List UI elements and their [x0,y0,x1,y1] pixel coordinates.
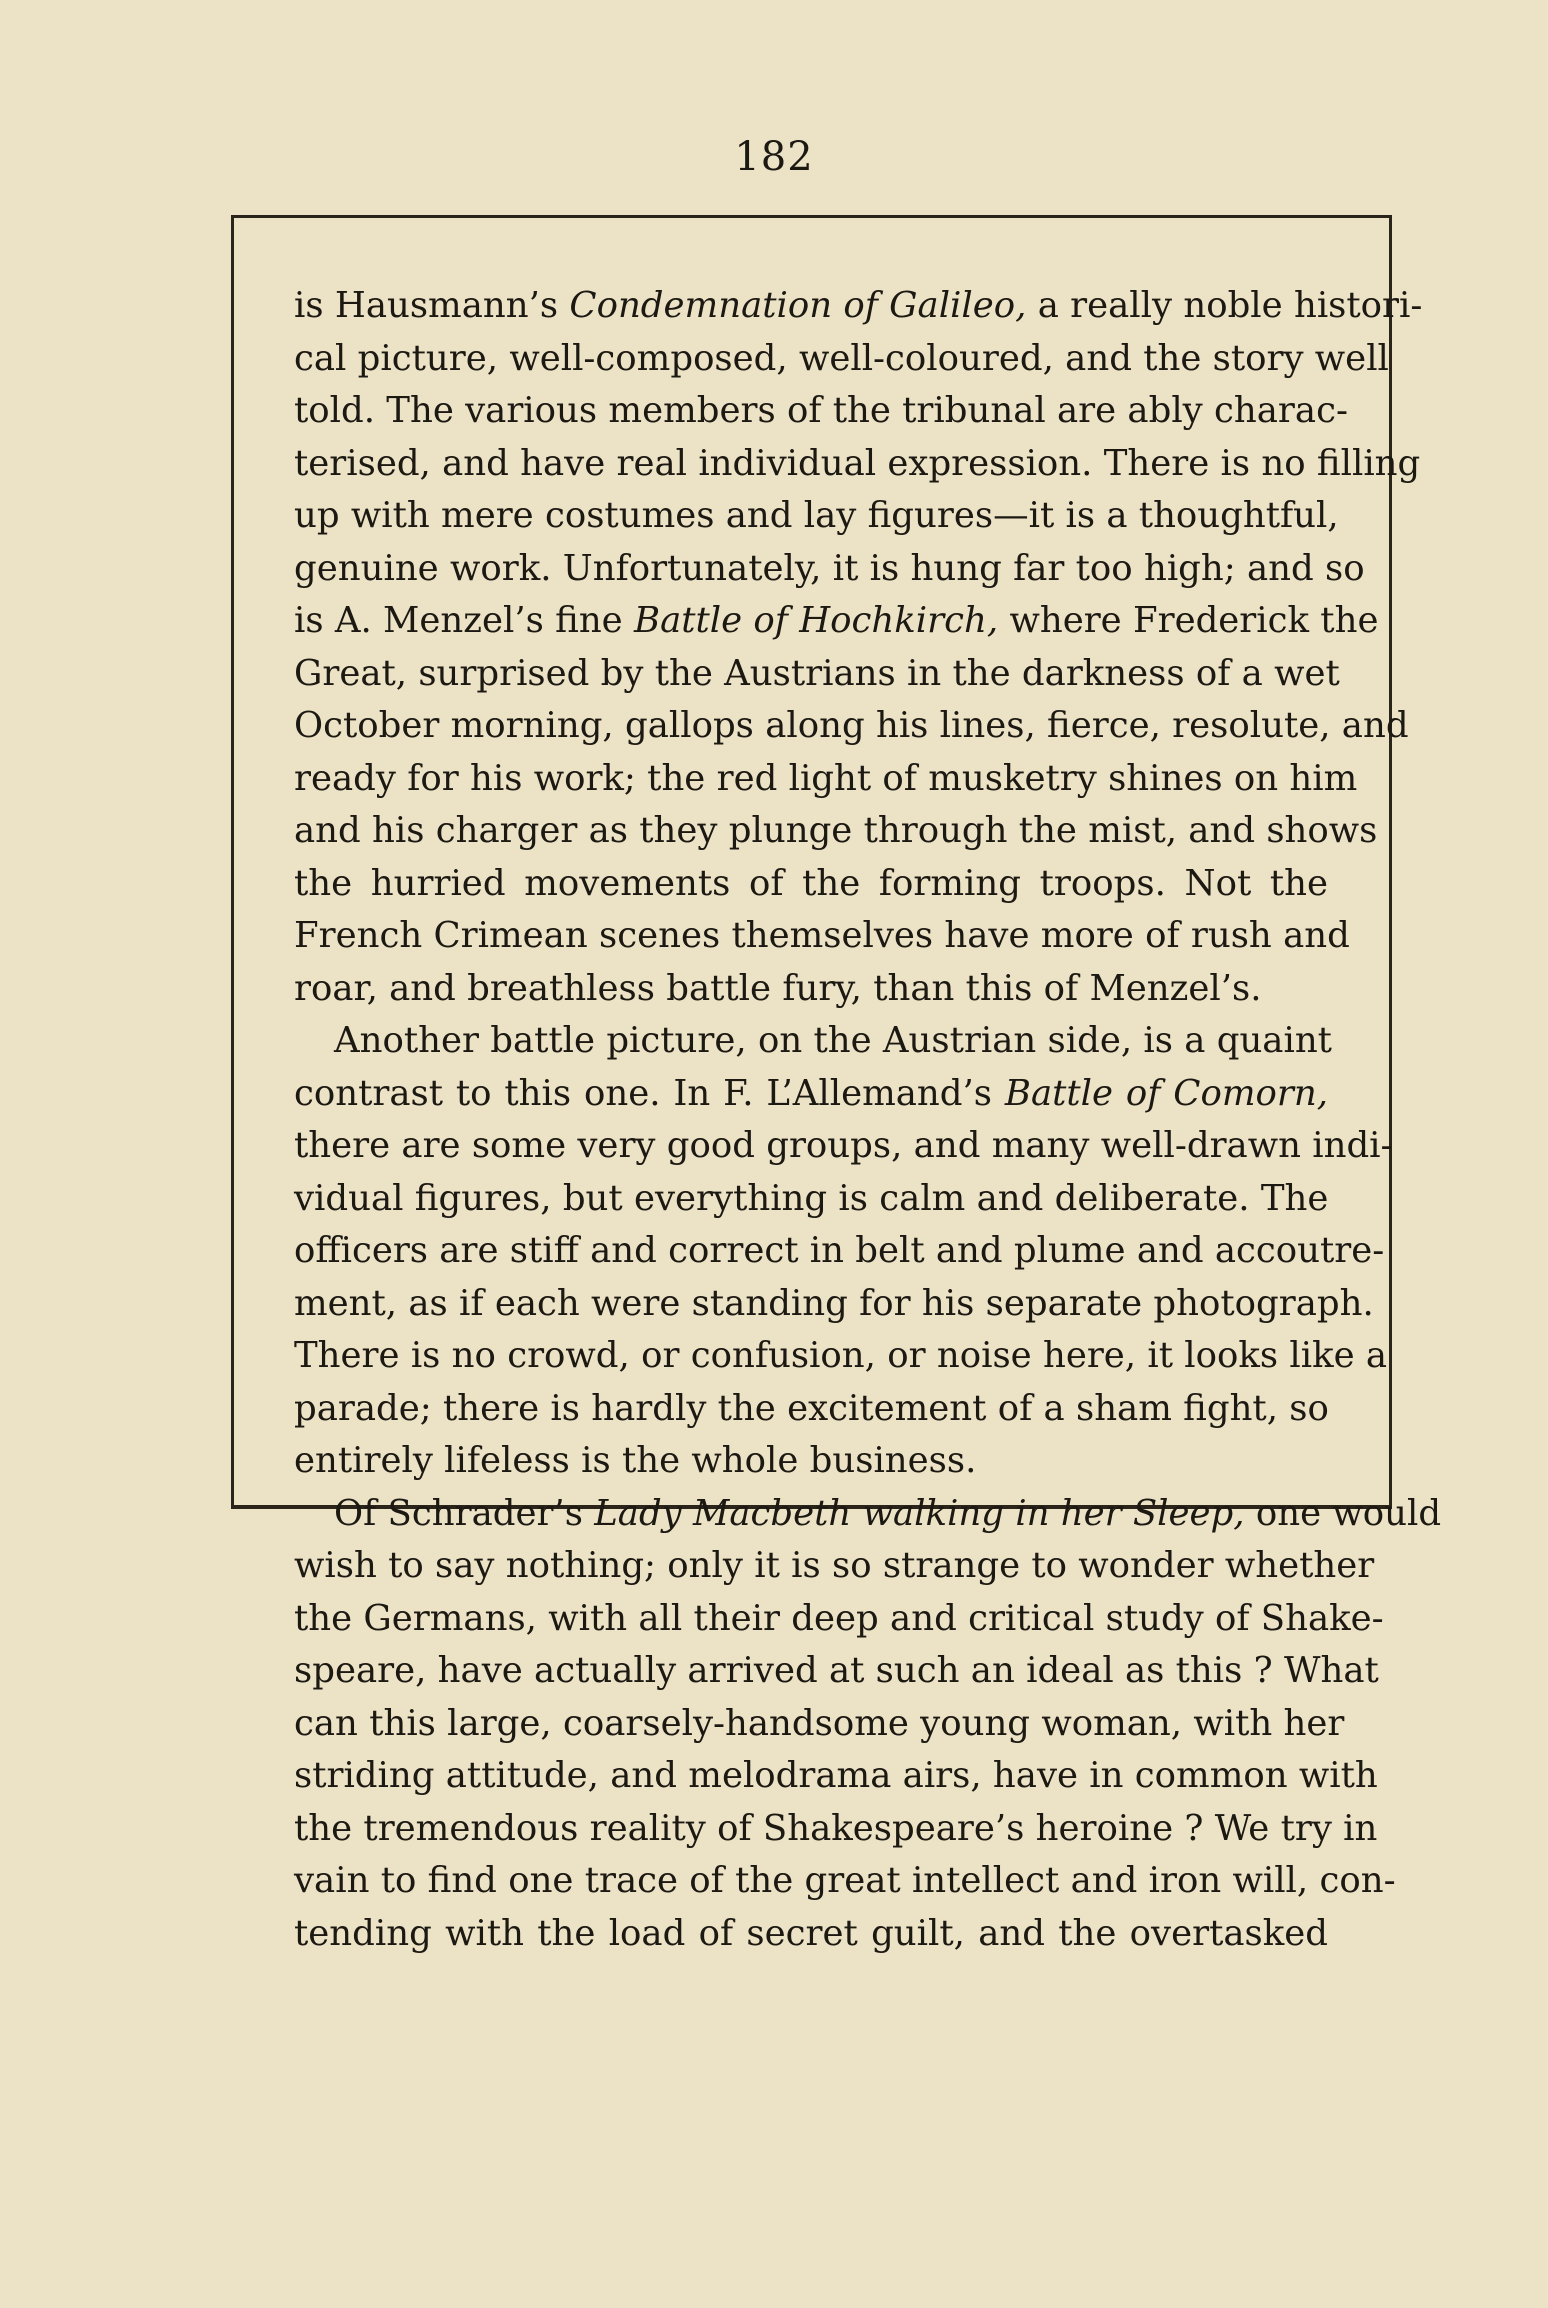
text-segment: the Germans, with all their deep and critical study of Shake- [294,1597,1384,1639]
text-line [294,858,1328,911]
text-line [294,1383,1328,1436]
text-segment: vidual figures, but everything is calm and deliberate. The [294,1177,1329,1219]
text-segment: wish to say nothing; only it is so strange to wonder whether [294,1545,1375,1586]
text-line [294,700,1409,753]
text-line [294,1803,1378,1856]
text-segment: the tremendous reality of Shakespeare’s heroine ? We try in [294,1807,1378,1849]
text-segment: ment, as if each were standing for his separate photograph. [294,1282,1374,1324]
text-segment: can this large, coarsely-handsome young woman, with her [294,1702,1345,1744]
text-segment: terised, and have real individual expression. There is no filling [294,442,1421,484]
text-segment: tending with the load of secret guilt, and the overtasked [294,1912,1328,1954]
text-segment: and his charger as they plunge through the mist, and shows [294,810,1378,851]
text-segment: There is no crowd, or confusion, or noise here, it looks like a [294,1335,1388,1376]
text-line [294,1015,1332,1068]
text-line [294,1645,1379,1698]
text-segment: roar, and breathless battle fury, than this of Menzel’s. [294,967,1262,1009]
text-segment: genuine work. Unfortunately, it is hung far too high; and so [294,547,1365,589]
text-line [294,805,1378,858]
italic-title: Lady Macbeth walking in her Sleep, [594,1492,1245,1534]
text-segment: the hurried movements of the forming troops. Not the [294,862,1328,904]
text-line [294,1540,1375,1593]
text-segment: cal picture, well-composed, well-coloured, and the story well [294,337,1389,379]
text-segment: one would [1244,1492,1442,1534]
text-line [294,1698,1345,1751]
text-segment: French Crimean scenes themselves have more of rush and [294,915,1350,956]
body-text [294,280,1442,1960]
text-line [294,1750,1378,1803]
italic-title: Battle of Comorn, [1004,1072,1328,1114]
text-segment: speare, have actually arrived at such an ideal as this ? What [294,1650,1379,1691]
text-line [294,1593,1384,1646]
text-segment: a really noble histori- [1026,285,1423,326]
italic-title: Battle of Hochkirch, [633,600,999,641]
text-segment: there are some very good groups, and many well-drawn indi- [294,1125,1393,1166]
text-line [294,1278,1374,1331]
text-line [294,595,1379,648]
text-segment: contrast to this one. In F. L’Allemand’s [294,1072,1005,1114]
text-line [294,648,1340,701]
text-line [294,280,1423,333]
text-line [294,1488,1442,1541]
text-segment: up with mere costumes and lay figures—it is a thoughtful, [294,495,1339,536]
text-segment: entirely lifeless is the whole business. [294,1440,977,1481]
text-line [294,910,1350,963]
text-segment: where Frederick the [998,600,1379,641]
text-line [294,333,1389,386]
text-line [294,1120,1393,1173]
text-segment: officers are stiff and correct in belt and plume and accoutre- [294,1230,1385,1271]
text-segment: ready for his work; the red light of musketry shines on him [294,757,1358,799]
text-line [294,1908,1328,1961]
text-line [294,753,1358,806]
text-line [294,438,1421,491]
text-segment: vain to find one trace of the great intellect and iron will, con- [294,1860,1396,1901]
text-segment: October morning, gallops along his lines, fierce, resolute, and [294,705,1409,746]
text-segment: parade; there is hardly the excitement of a sham fight, so [294,1387,1329,1429]
text-segment: Of Schrader’s [334,1492,595,1534]
text-line [294,1068,1328,1121]
text-line [294,1225,1385,1278]
text-segment: is A. Menzel’s fine [294,600,634,641]
text-line [294,1855,1396,1908]
text-segment: is Hausmann’s [294,285,570,326]
text-segment: Great, surprised by the Austrians in the darkness of a wet [294,652,1340,694]
text-line [294,963,1328,1016]
text-line [294,543,1365,596]
italic-title: Condemnation of Galileo, [569,285,1027,326]
text-line [294,1435,1328,1488]
text-line [294,385,1348,438]
text-line [294,1173,1328,1226]
text-segment: striding attitude, and melodrama airs, have in common with [294,1755,1378,1796]
text-line [294,1330,1388,1383]
text-segment: told. The various members of the tribunal are ably charac- [294,390,1348,431]
text-segment: Another battle picture, on the Austrian side, is a quaint [334,1020,1332,1061]
text-line [294,490,1339,543]
page-number: 182 [734,134,814,180]
